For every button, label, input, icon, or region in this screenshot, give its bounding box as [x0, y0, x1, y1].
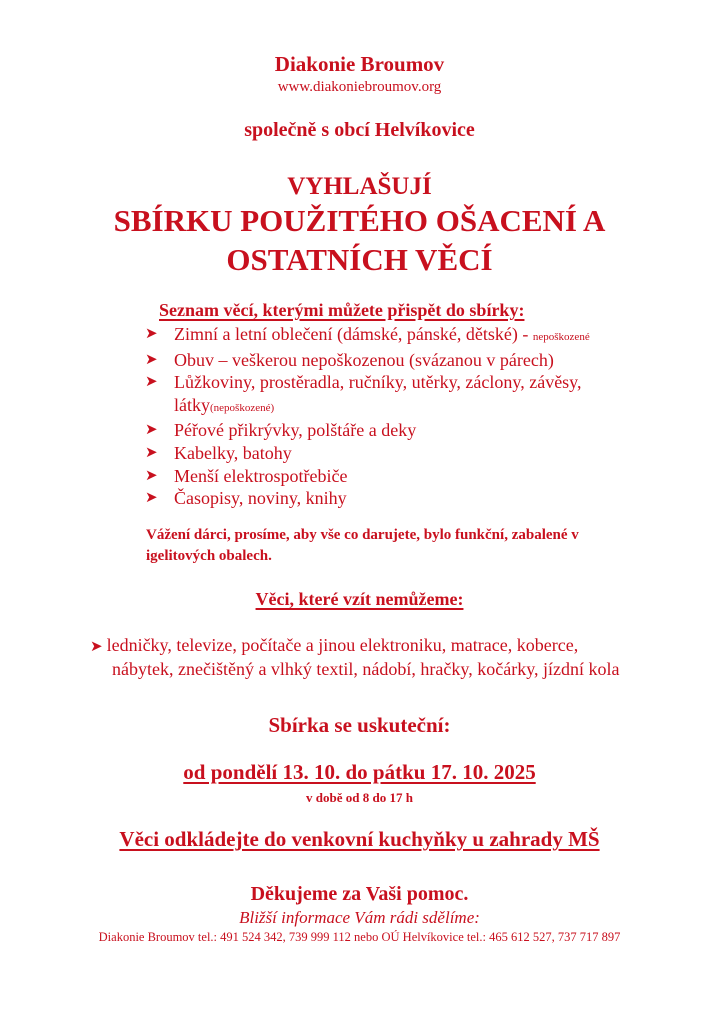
arrowhead-bullet-icon: ➤	[145, 326, 158, 342]
arrowhead-bullet-icon: ➤	[145, 467, 158, 484]
page-title-line-1: SBÍRKU POUŽITÉHO OŠACENÍ A	[113, 203, 606, 238]
schedule-heading: Sbírka se uskuteční:	[268, 713, 451, 737]
list-item: ➤ Obuv – veškerou nepoškozenou (svázanou v párech)	[145, 349, 554, 370]
arrowhead-bullet-icon: ➤	[145, 444, 158, 461]
rejected-line-1: ➤ ledničky, televize, počítače a jinou elektroniku, matrace, koberce,	[90, 635, 579, 655]
accepted-items-list	[145, 323, 644, 510]
schedule-dates: od pondělí 13. 10. do pátku 17. 10. 2025	[183, 760, 536, 784]
arrowhead-bullet-icon: ➤	[145, 490, 158, 507]
donor-note: Vážení dárci, prosíme, aby vše co darujete, bylo funkční, zabalené v igelitových obalech.	[146, 527, 579, 564]
list-item: ➤ Menší elektrospotřebiče	[145, 465, 348, 486]
arrowhead-bullet-icon: ➤	[145, 374, 158, 391]
arrowhead-bullet-icon: ➤	[90, 639, 103, 655]
list-item: ➤ Lůžkoviny, prostěradla, ručníky, utěrky, záclony, závěsy, látky(nepoškozené)	[145, 372, 582, 415]
organization-name: Diakonie Broumov	[274, 52, 445, 76]
rejected-items-heading: Věci, které vzít nemůžeme:	[255, 589, 464, 609]
rejected-items-list	[90, 634, 690, 680]
page-title-line-2: OSTATNÍCH VĚCÍ	[226, 242, 493, 277]
dropoff-location: Věci odkládejte do venkovní kuchyňky u zahrady MŠ	[119, 827, 600, 851]
list-item: ➤ Kabelky, batohy	[145, 442, 292, 463]
partner-line: společně s obcí Helvíkovice	[244, 119, 475, 141]
info-line: Bližší informace Vám rádi sdělíme:	[239, 908, 480, 927]
list-item: ➤ Zimní a letní oblečení (dámské, pánské, dětské) - nepoškozené	[145, 324, 590, 344]
list-item: ➤ Péřové přikrývky, polštáře a deky	[145, 420, 417, 441]
accepted-items-heading: Seznam věcí, kterými můžete přispět do sbírky:	[159, 300, 525, 320]
thanks-line: Děkujeme za Vaši pomoc.	[250, 883, 469, 905]
rejected-line-2: nábytek, znečištěný a vlhký textil, nádobí, hračky, kočárky, jízdní kola	[112, 659, 620, 679]
contact-details: Diakonie Broumov tel.: 491 524 342, 739 999 112 nebo OÚ Helvíkovice tel.: 465 612 527, 737 717 897	[98, 930, 621, 944]
list-item: ➤ Časopisy, noviny, knihy	[145, 488, 347, 509]
schedule-hours: v době od 8 do 17 h	[306, 790, 413, 805]
announce-heading: VYHLAŠUJÍ	[287, 173, 432, 200]
arrowhead-bullet-icon: ➤	[145, 351, 158, 368]
organization-url: www.diakoniebroumov.org	[277, 79, 442, 95]
arrowhead-bullet-icon: ➤	[145, 422, 158, 439]
